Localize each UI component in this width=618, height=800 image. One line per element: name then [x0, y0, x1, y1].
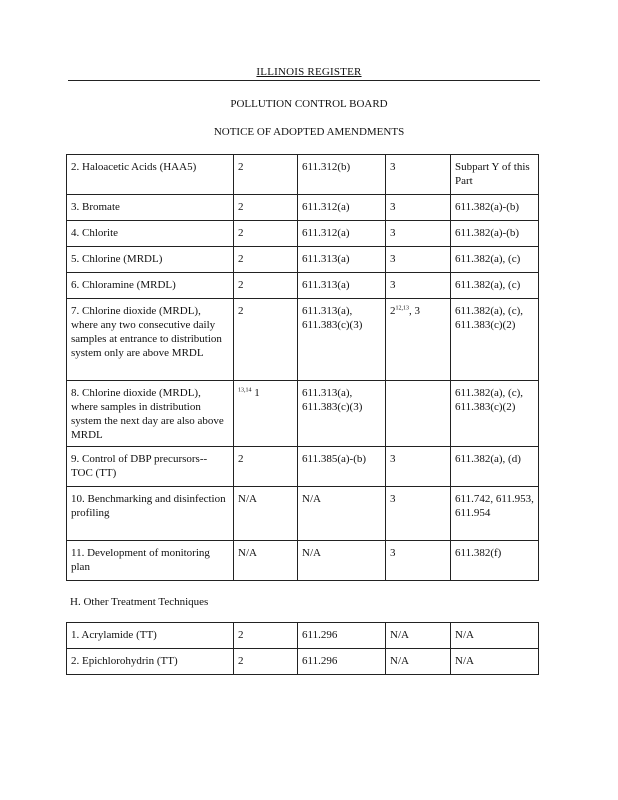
- contaminant-cell: 3. Bromate: [67, 195, 234, 221]
- table-cell: 611.382(a), (c): [451, 273, 539, 299]
- table-cell: [386, 299, 451, 381]
- table-cell: 3: [386, 541, 451, 581]
- table-cell: N/A: [451, 649, 539, 675]
- contaminant-cell: 5. Chlorine (MRDL): [67, 247, 234, 273]
- table-cell: N/A: [234, 487, 298, 541]
- table-cell: 2: [234, 221, 298, 247]
- table-row: [67, 273, 539, 299]
- table-cell: 2: [234, 247, 298, 273]
- table-cell: 611.382(f): [451, 541, 539, 581]
- table-cell: 611.313(a), 611.383(c)(3): [298, 299, 386, 381]
- contaminant-cell: 2. Epichlorohydrin (TT): [67, 649, 234, 675]
- table-row: [67, 299, 539, 381]
- table-cell: 611.313(a): [298, 273, 386, 299]
- table-cell: 3: [386, 487, 451, 541]
- table-cell: Subpart Y of this Part: [451, 155, 539, 195]
- register-title: ILLINOIS REGISTER: [256, 66, 362, 78]
- table-cell: N/A: [234, 541, 298, 581]
- table-cell: 3: [386, 273, 451, 299]
- header-rule: [68, 80, 540, 81]
- table-cell: 611.312(a): [298, 195, 386, 221]
- table-cell: N/A: [386, 623, 451, 649]
- table-cell: 2: [234, 195, 298, 221]
- contaminant-cell: 10. Benchmarking and disinfection profiling: [67, 487, 234, 541]
- section-heading: H. Other Treatment Techniques: [70, 596, 209, 608]
- table-cell: 2: [234, 273, 298, 299]
- table-cell: [234, 381, 298, 447]
- table-cell: [386, 381, 451, 447]
- table-cell: 611.382(a), (c): [451, 247, 539, 273]
- table-cell: 611.312(b): [298, 155, 386, 195]
- table-row: [67, 221, 539, 247]
- table-row: [67, 623, 539, 649]
- other-treatment-techniques-table: [66, 622, 539, 675]
- table-cell: N/A: [298, 541, 386, 581]
- table-cell: 611.312(a): [298, 221, 386, 247]
- cell-tail-text: , 3: [409, 305, 420, 317]
- table-cell: 3: [386, 221, 451, 247]
- table-row: [67, 381, 539, 447]
- table-row: [67, 541, 539, 581]
- table-cell: 3: [386, 447, 451, 487]
- footnote-marker: 12,13: [395, 305, 409, 312]
- contaminant-cell: 8. Chlorine dioxide (MRDL), where samples in distribution system the next day are also above MRDL: [67, 381, 234, 447]
- table-row: [67, 487, 539, 541]
- table-cell: N/A: [298, 487, 386, 541]
- table-cell: 2: [234, 447, 298, 487]
- table-row: [67, 155, 539, 195]
- footnote-marker: 13,14: [238, 387, 252, 394]
- contaminant-cell: 6. Chloramine (MRDL): [67, 273, 234, 299]
- contaminant-cell: 9. Control of DBP precursors-- TOC (TT): [67, 447, 234, 487]
- notice-title: NOTICE OF ADOPTED AMENDMENTS: [213, 126, 405, 138]
- table-cell: 611.382(a)-(b): [451, 195, 539, 221]
- table-row: [67, 195, 539, 221]
- contaminant-cell: 7. Chlorine dioxide (MRDL), where any two consecutive daily samples at entrance to distribution system only are above MRDL: [67, 299, 234, 381]
- table-cell: 611.382(a), (c), 611.383(c)(2): [451, 299, 539, 381]
- table-cell: 611.382(a), (c), 611.383(c)(2): [451, 381, 539, 447]
- contaminant-cell: 1. Acrylamide (TT): [67, 623, 234, 649]
- table-row: [67, 447, 539, 487]
- table-cell: 2: [234, 155, 298, 195]
- contaminant-cell: 4. Chlorite: [67, 221, 234, 247]
- table-cell: N/A: [386, 649, 451, 675]
- table-cell: N/A: [451, 623, 539, 649]
- table-cell: 611.313(a), 611.383(c)(3): [298, 381, 386, 447]
- table-cell: 2: [234, 649, 298, 675]
- board-title: POLLUTION CONTROL BOARD: [230, 98, 388, 110]
- cell-main-text: 2: [390, 305, 396, 317]
- table-cell: 611.296: [298, 649, 386, 675]
- table-cell: 3: [386, 247, 451, 273]
- table-cell: 611.296: [298, 623, 386, 649]
- disinfection-byproducts-table: [66, 154, 539, 581]
- table-cell: 2: [234, 623, 298, 649]
- contaminant-cell: 2. Haloacetic Acids (HAA5): [67, 155, 234, 195]
- table-cell: 611.382(a), (d): [451, 447, 539, 487]
- table-row: [67, 649, 539, 675]
- table-cell: 611.742, 611.953, 611.954: [451, 487, 539, 541]
- contaminant-cell: 11. Development of monitoring plan: [67, 541, 234, 581]
- table-cell: 2: [234, 299, 298, 381]
- table-cell: 3: [386, 155, 451, 195]
- cell-tail-text: 1: [251, 387, 260, 399]
- table-cell: 611.385(a)-(b): [298, 447, 386, 487]
- table-cell: 611.313(a): [298, 247, 386, 273]
- table-cell: 3: [386, 195, 451, 221]
- table-row: [67, 247, 539, 273]
- table-cell: 611.382(a)-(b): [451, 221, 539, 247]
